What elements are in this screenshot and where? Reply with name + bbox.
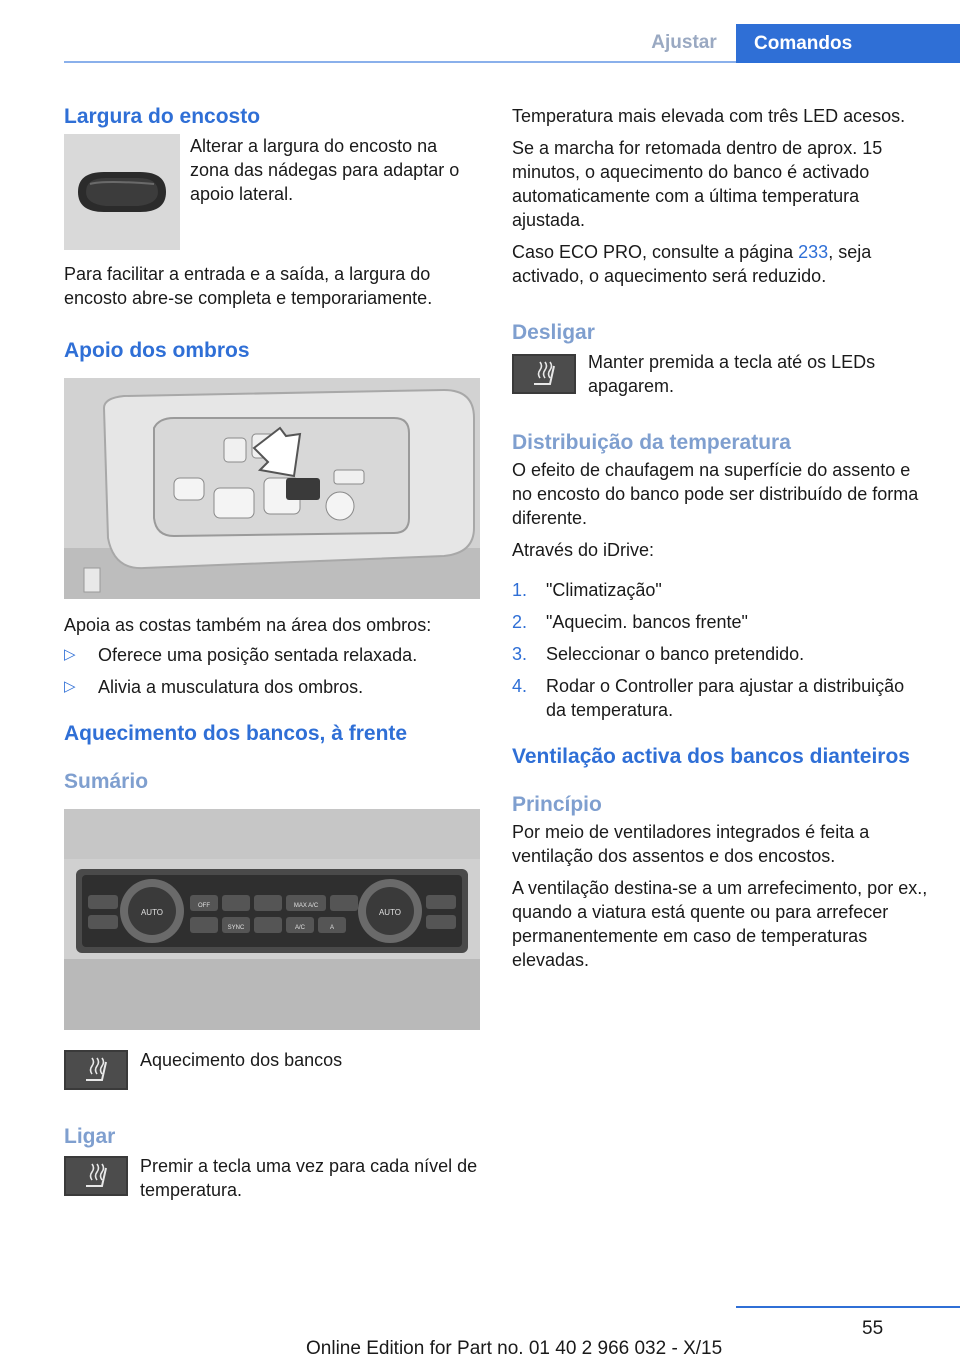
backrest-width-button-illustration	[64, 134, 180, 250]
largura-row	[64, 134, 480, 250]
page-number: 55	[862, 1318, 884, 1339]
list-item: ▷ Oferece uma posição sentada relaxada.	[64, 645, 418, 665]
heading-largura-encosto: Largura do encosto	[64, 105, 261, 128]
panel-auto-small-label: A	[329, 925, 335, 931]
panel-ac-label: A/C	[294, 925, 306, 931]
aquec-button-label: Aquecimento dos bancos	[140, 1050, 343, 1070]
triangle-bullet-icon: ▷	[64, 678, 76, 695]
heading-aquecimento-bancos: Aquecimento dos bancos, à frente	[64, 722, 408, 745]
panel-auto-left-label: AUTO	[140, 908, 164, 917]
retomada-paragraph: Se a marcha for retomada dentro de aprox. 15 minutos, o aquecimento do banco é activado automaticamente com a última temperatura ajustada.	[512, 138, 883, 230]
panel-sync-label: SYNC	[227, 925, 245, 931]
largura-description: Alterar a largura do encosto na zona das nádegas para adaptar o apoio lateral.	[190, 136, 460, 204]
heading-desligar: Desligar	[512, 321, 595, 344]
temp-paragraph: Temperatura mais elevada com três LED acesos.	[512, 106, 906, 126]
right-column	[512, 100, 928, 972]
seat-heating-button-icon	[64, 1050, 128, 1090]
aquec-button-row	[64, 1050, 480, 1090]
climate-panel-photo	[64, 809, 480, 1030]
edition-footer: Online Edition for Part no. 01 40 2 966 032 - X/15	[306, 1338, 723, 1359]
ligar-row	[64, 1156, 480, 1202]
eco-pro-paragraph: Caso ECO PRO, consulte a página 233, seja activado, o aquecimento será reduzido.	[512, 242, 872, 286]
seat-heating-button-icon	[64, 1156, 128, 1196]
principio-text-2: A ventilação destina-se a um arrefecimento, por ex., quando a viatura está quente ou para arrefecer permanentemente em caso de temperaturas elevadas.	[512, 878, 928, 970]
page-header	[0, 0, 960, 64]
triangle-bullet-icon: ▷	[64, 646, 76, 663]
list-item: 4. Rodar o Controller para ajustar a distribuição da temperatura.	[512, 676, 905, 720]
page-reference-link[interactable]: 233	[798, 242, 829, 262]
idrive-steps-list	[512, 578, 928, 722]
idrive-intro: Através do iDrive:	[512, 540, 655, 560]
list-item: 2. "Aquecim. bancos frente"	[512, 612, 748, 632]
heading-apoio-ombros: Apoio dos ombros	[64, 339, 250, 362]
distribuicao-text: O efeito de chaufagem na superfície do assento e no encosto do banco pode ser distribuído de forma diferente.	[512, 460, 919, 528]
seat-controls-photo	[64, 378, 480, 599]
desligar-description: Manter premida a tecla até os LEDs apagarem.	[588, 352, 876, 396]
list-item: ▷ Alivia a musculatura dos ombros.	[64, 677, 364, 697]
heading-principio: Princípio	[512, 793, 602, 816]
heading-sumario: Sumário	[64, 770, 149, 793]
apoio-bullet-list	[64, 643, 480, 699]
section-tab-comandos[interactable]: Comandos	[736, 24, 960, 63]
panel-off-label: OFF	[198, 903, 210, 909]
header-divider	[64, 61, 960, 63]
principio-text-1: Por meio de ventiladores integrados é feita a ventilação dos assentos e dos encostos.	[512, 822, 870, 866]
seat-heating-button-icon	[512, 354, 576, 394]
list-item: 3. Seleccionar o banco pretendido.	[512, 644, 805, 664]
panel-auto-right-label: AUTO	[378, 908, 402, 917]
list-item: 1. "Climatização"	[512, 580, 662, 600]
left-column	[64, 100, 480, 1202]
heading-ligar: Ligar	[64, 1125, 116, 1148]
desligar-row	[512, 354, 928, 398]
ligar-description: Premir a tecla uma vez para cada nível de temperatura.	[140, 1156, 478, 1200]
apoio-intro: Apoia as costas também na área dos ombros:	[64, 615, 432, 635]
section-tab-ajustar[interactable]: Ajustar	[651, 32, 717, 53]
footer-divider	[736, 1306, 960, 1308]
largura-paragraph: Para facilitar a entrada e a saída, a largura do encosto abre-se completa e temporariamente.	[64, 264, 433, 308]
heading-distribuicao: Distribuição da temperatura	[512, 431, 791, 454]
heading-ventilacao: Ventilação activa dos bancos dianteiros	[512, 745, 910, 768]
panel-max-ac-label: MAX A/C	[293, 903, 319, 909]
